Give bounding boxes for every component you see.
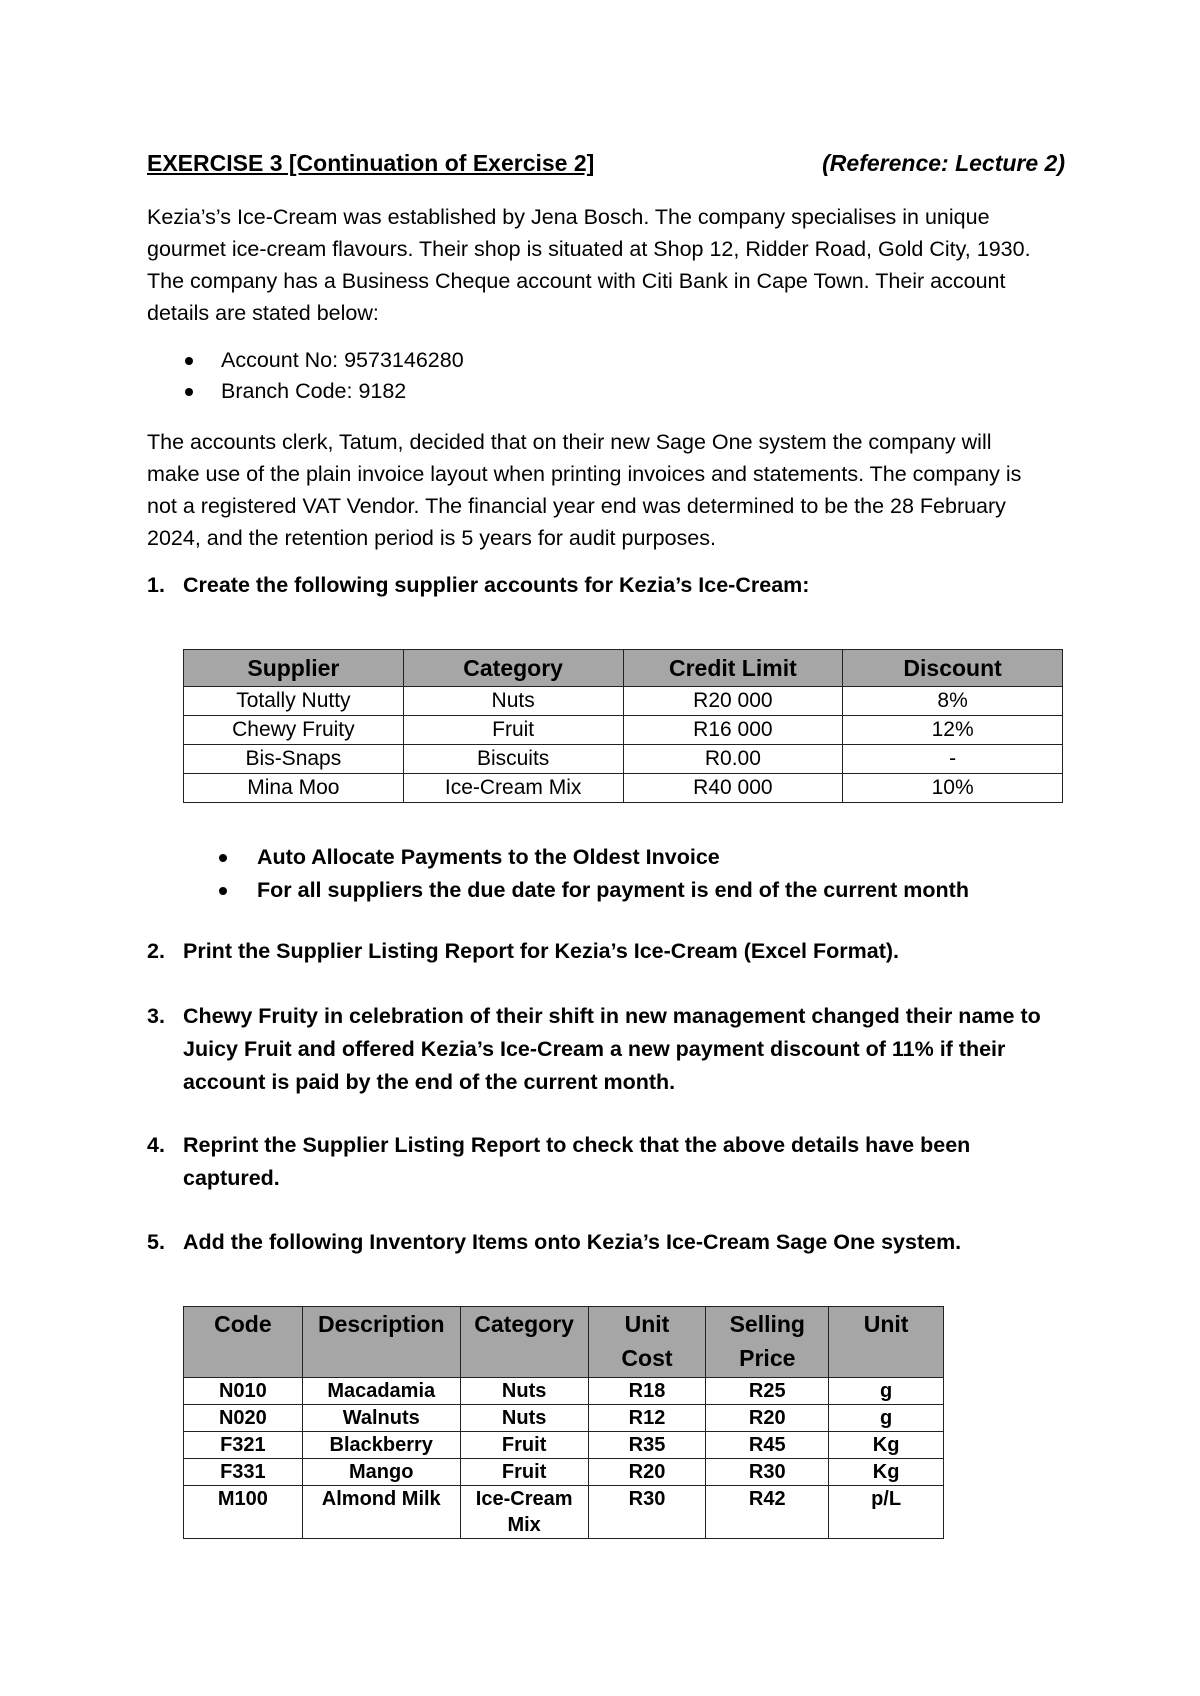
- step-text: Print the Supplier Listing Report for Kezia’s Ice-Cream (Excel Format).: [183, 939, 900, 963]
- item-unit-cost: R20: [588, 1459, 706, 1486]
- item-category: [460, 1405, 588, 1432]
- table-header-row: [184, 1307, 944, 1378]
- item-code: N020: [184, 1405, 303, 1432]
- intro-paragraph: [147, 201, 1077, 329]
- table-cell: R16 000: [623, 716, 843, 745]
- clerk-line: make use of the plain invoice layout when printing invoices and statements. The company is: [147, 462, 1022, 486]
- table-cell: -: [843, 745, 1063, 774]
- item-category: [460, 1486, 588, 1539]
- exercise-title: EXERCISE 3 [Continuation of Exercise 2]: [147, 150, 595, 176]
- table-cell: 12%: [843, 716, 1063, 745]
- list-item: [217, 841, 1077, 874]
- reference-label: (Reference: Lecture 2): [822, 150, 1065, 176]
- inventory-table: [183, 1306, 944, 1539]
- step-5: [147, 1226, 1077, 1259]
- header-line: Price: [739, 1345, 796, 1371]
- header-line: Description: [317, 1311, 445, 1337]
- intro-line: Kezia’s’s Ice-Cream was established by Jena Bosch. The company specialises in unique: [147, 205, 990, 229]
- column-header: [460, 1307, 588, 1378]
- table-cell: Chewy Fruity: [184, 716, 404, 745]
- item-unit: Kg: [829, 1432, 944, 1459]
- item-unit: Kg: [829, 1459, 944, 1486]
- bullet-icon: [185, 357, 193, 365]
- note-text: For all suppliers the due date for payment is end of the current month: [257, 878, 969, 902]
- step-number: 4.: [147, 1133, 165, 1157]
- step-4: [147, 1129, 1077, 1195]
- header-line: Category: [474, 1311, 574, 1337]
- item-description: Blackberry: [302, 1432, 460, 1459]
- column-header: [829, 1307, 944, 1378]
- step-number: 1.: [147, 573, 165, 597]
- step-text: Chewy Fruity in celebration of their shift in new management changed their name to: [183, 1004, 1041, 1028]
- table-cell: Totally Nutty: [184, 687, 404, 716]
- step-text: captured.: [183, 1166, 280, 1190]
- step-text: Juicy Fruit and offered Kezia’s Ice-Cream a new payment discount of 11% if their: [183, 1037, 1006, 1061]
- item-unit: g: [829, 1405, 944, 1432]
- column-header: Discount: [843, 650, 1063, 687]
- step-text: Create the following supplier accounts for Kezia’s Ice-Cream:: [183, 573, 810, 597]
- account-number: Account No: 9573146280: [221, 348, 464, 372]
- bullet-icon: [219, 854, 227, 862]
- table-cell: Fruit: [403, 716, 623, 745]
- step-number: 2.: [147, 939, 165, 963]
- column-header: Credit Limit: [623, 650, 843, 687]
- item-unit: p/L: [829, 1486, 944, 1539]
- step-2: [147, 935, 1077, 968]
- header-line: Cost: [621, 1345, 673, 1371]
- clerk-paragraph: [147, 426, 1077, 554]
- table-cell: R0.00: [623, 745, 843, 774]
- item-description: Walnuts: [302, 1405, 460, 1432]
- account-details-list: [147, 345, 747, 407]
- supplier-notes-list: [217, 841, 1077, 907]
- table-row: [184, 745, 1063, 774]
- header-line: Unit: [624, 1311, 670, 1337]
- item-selling-price: R42: [706, 1486, 829, 1539]
- column-header: [588, 1307, 706, 1378]
- column-header: Category: [403, 650, 623, 687]
- clerk-line: The accounts clerk, Tatum, decided that on their new Sage One system the company will: [147, 430, 992, 454]
- step-1: [147, 569, 1077, 602]
- item-unit: g: [829, 1378, 944, 1405]
- column-header: [184, 1307, 303, 1378]
- header-line: Selling: [729, 1311, 805, 1337]
- supplier-table: [183, 649, 1063, 803]
- item-category: [460, 1378, 588, 1405]
- item-unit-cost: R18: [588, 1378, 706, 1405]
- table-cell: R20 000: [623, 687, 843, 716]
- table-cell: 10%: [843, 774, 1063, 803]
- table-row: [184, 687, 1063, 716]
- category-line: Fruit: [501, 1461, 547, 1483]
- table-cell: Biscuits: [403, 745, 623, 774]
- clerk-line: 2024, and the retention period is 5 years for audit purposes.: [147, 526, 716, 550]
- category-line: Nuts: [501, 1380, 547, 1402]
- table-cell: Mina Moo: [184, 774, 404, 803]
- table-cell: Nuts: [403, 687, 623, 716]
- item-category: [460, 1459, 588, 1486]
- table-cell: Ice-Cream Mix: [403, 774, 623, 803]
- exercise-header: [147, 150, 1065, 186]
- note-text: Auto Allocate Payments to the Oldest Invoice: [257, 845, 720, 869]
- item-selling-price: R25: [706, 1378, 829, 1405]
- list-item: [147, 345, 747, 376]
- column-header: [706, 1307, 829, 1378]
- table-header-row: [184, 650, 1063, 687]
- item-unit-cost: R12: [588, 1405, 706, 1432]
- step-3: [147, 1000, 1077, 1099]
- intro-line: details are stated below:: [147, 301, 379, 325]
- step-text: account is paid by the end of the current month.: [183, 1070, 676, 1094]
- item-selling-price: R30: [706, 1459, 829, 1486]
- step-number: 5.: [147, 1230, 165, 1254]
- intro-line: gourmet ice-cream flavours. Their shop is situated at Shop 12, Ridder Road, Gold City, 1930.: [147, 237, 1031, 261]
- step-text: Add the following Inventory Items onto Kezia’s Ice-Cream Sage One system.: [183, 1230, 962, 1254]
- table-row: [184, 1378, 944, 1405]
- table-cell: R40 000: [623, 774, 843, 803]
- step-text: Reprint the Supplier Listing Report to check that the above details have been: [183, 1133, 971, 1157]
- item-unit-cost: R35: [588, 1432, 706, 1459]
- table-row: [184, 1486, 944, 1539]
- list-item: [147, 376, 747, 407]
- item-code: M100: [184, 1486, 303, 1539]
- category-line: Nuts: [501, 1407, 547, 1429]
- table-row: [184, 774, 1063, 803]
- item-code: F321: [184, 1432, 303, 1459]
- item-selling-price: R20: [706, 1405, 829, 1432]
- table-row: [184, 1405, 944, 1432]
- clerk-line: not a registered VAT Vendor. The financial year end was determined to be the 28 February: [147, 494, 1006, 518]
- column-header: Supplier: [184, 650, 404, 687]
- item-selling-price: R45: [706, 1432, 829, 1459]
- item-description: Mango: [302, 1459, 460, 1486]
- item-category: [460, 1432, 588, 1459]
- item-code: N010: [184, 1378, 303, 1405]
- table-cell: Bis-Snaps: [184, 745, 404, 774]
- bullet-icon: [185, 388, 193, 396]
- column-header: [302, 1307, 460, 1378]
- category-line: Ice-Cream: [475, 1488, 573, 1510]
- item-unit-cost: R30: [588, 1486, 706, 1539]
- branch-code: Branch Code: 9182: [221, 379, 407, 403]
- step-number: 3.: [147, 1004, 165, 1028]
- bullet-icon: [219, 887, 227, 895]
- list-item: [217, 874, 1077, 907]
- item-code: F331: [184, 1459, 303, 1486]
- header-line: Unit: [863, 1311, 909, 1337]
- item-description: Almond Milk: [302, 1486, 460, 1539]
- table-row: [184, 716, 1063, 745]
- category-line: Mix: [507, 1514, 541, 1536]
- table-row: [184, 1432, 944, 1459]
- table-cell: 8%: [843, 687, 1063, 716]
- header-line: Code: [214, 1311, 272, 1337]
- item-description: Macadamia: [302, 1378, 460, 1405]
- table-row: [184, 1459, 944, 1486]
- intro-line: The company has a Business Cheque account with Citi Bank in Cape Town. Their account: [147, 269, 1006, 293]
- category-line: Fruit: [501, 1434, 547, 1456]
